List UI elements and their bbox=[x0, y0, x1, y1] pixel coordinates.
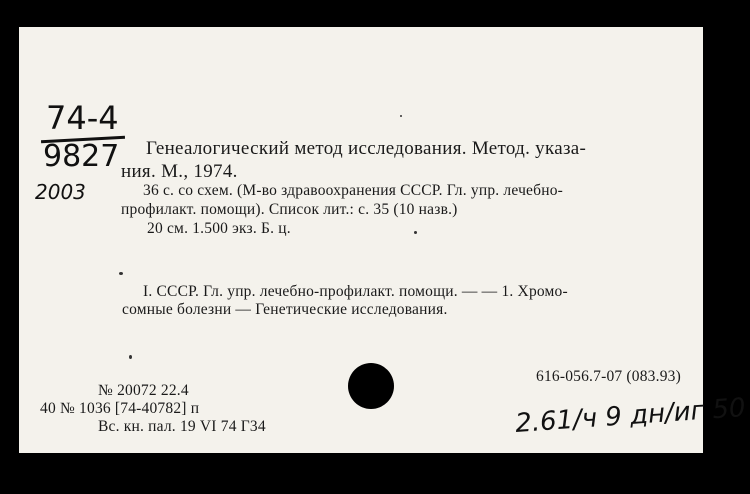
handwritten-shelf-mark-bottom: 9827 bbox=[43, 139, 120, 174]
record-number: № 20072 22.4 bbox=[98, 382, 189, 399]
dust-speck bbox=[129, 355, 132, 359]
subject-line-2: сомные болезни — Генетические исследования. bbox=[122, 301, 448, 318]
record-line-3: Вс. кн. пал. 19 VI 74 Г34 bbox=[98, 418, 266, 435]
title-line-2: ния. М., 1974. bbox=[121, 161, 238, 182]
punch-hole bbox=[348, 363, 394, 409]
description-line-3: 20 см. 1.500 экз. Б. ц. bbox=[147, 220, 291, 237]
description-line-1: 36 с. со схем. (М-во здравоохранения СССР. Гл. упр. лечебно- bbox=[143, 182, 564, 199]
dust-speck bbox=[119, 272, 123, 275]
handwritten-signature: 2.61/ч 9 дн/иг 50 bbox=[514, 392, 747, 440]
catalog-card bbox=[19, 27, 747, 453]
handwritten-side-mark: 2003 bbox=[35, 180, 86, 204]
dust-speck bbox=[400, 115, 402, 117]
description-line-2: профилакт. помощи). Список лит.: с. 35 (10 назв.) bbox=[121, 201, 458, 218]
dust-speck bbox=[414, 231, 417, 234]
record-line-2: 40 № 1036 [74-40782] п bbox=[40, 400, 200, 417]
handwritten-shelf-mark-top: 74-4 bbox=[46, 99, 119, 137]
title-line-1: Генеалогический метод исследования. Метод. указа- bbox=[146, 138, 587, 159]
subject-line-1: I. СССР. Гл. упр. лечебно-профилакт. помощи. — — 1. Хромо- bbox=[143, 283, 568, 300]
classification-code: 616-056.7-07 (083.93) bbox=[536, 368, 681, 385]
